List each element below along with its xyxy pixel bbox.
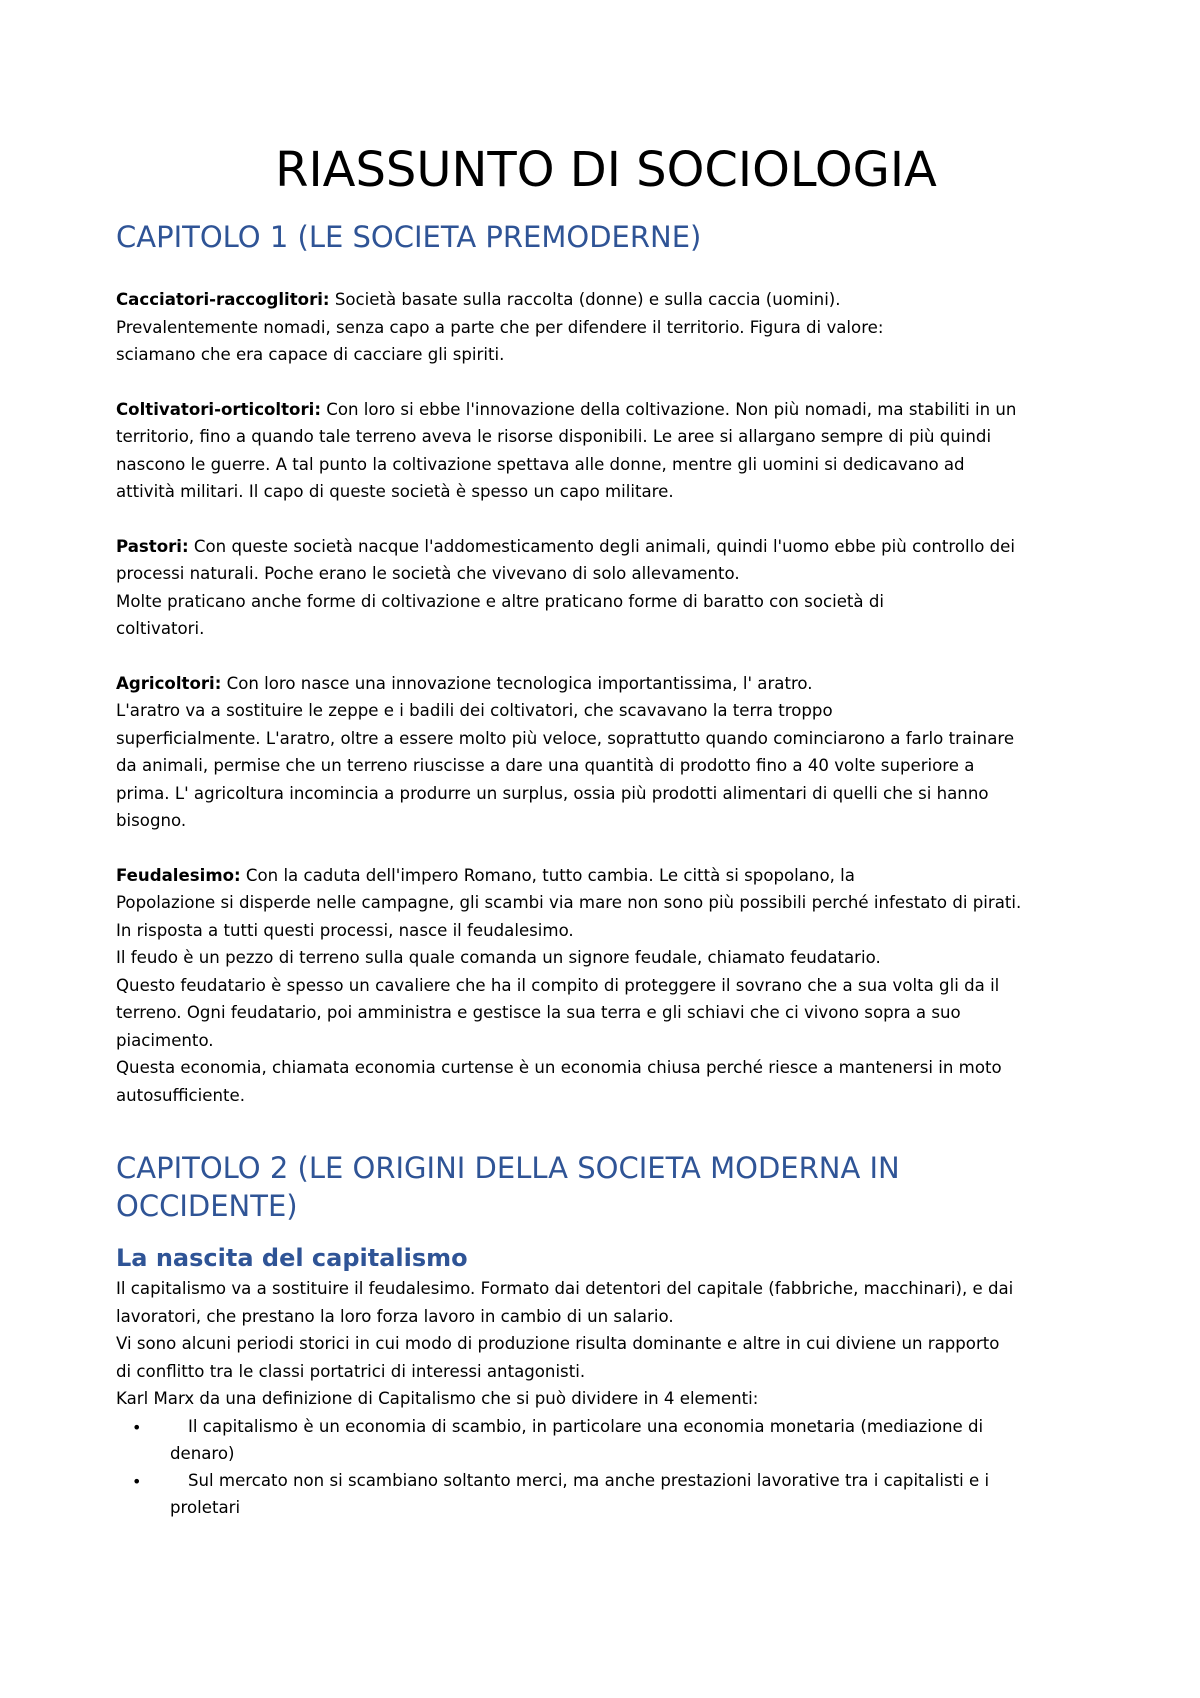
paragraph-text: Con queste società nacque l'addomesticamento degli animali, quindi l'uomo ebbe più controllo dei xyxy=(188,536,1015,556)
paragraph-line: terreno. Ogni feudatario, poi amministra e gestisce la sua terra e gli schiavi che ci vivono sopra a suo xyxy=(116,1003,961,1022)
list-item-line: denaro) xyxy=(170,1443,235,1463)
paragraph-line: Il capitalismo va a sostituire il feudalesimo. Formato dai detentori del capitale (fabbriche, macchinari), e dai xyxy=(116,1279,1014,1298)
section-heading-capitalismo: La nascita del capitalismo xyxy=(116,1244,468,1272)
bullet-icon: • xyxy=(132,1471,142,1491)
paragraph-line: sciamano che era capace di cacciare gli spiriti. xyxy=(116,345,505,364)
document-page xyxy=(116,140,1096,1521)
term-label: Feudalesimo: xyxy=(116,865,241,885)
paragraph-text: Con loro nasce una innovazione tecnologica importantissima, l' aratro. xyxy=(221,673,813,693)
paragraph-line: di conflitto tra le classi portatrici di interessi antagonisti. xyxy=(116,1361,586,1381)
paragraph-line: Questo feudatario è spesso un cavaliere che ha il compito di proteggere il sovrano che a sua volta gli da il xyxy=(116,975,1000,995)
paragraph-line xyxy=(116,862,1096,890)
paragraph-text: Società basate sulla raccolta (donne) e sulla caccia (uomini). xyxy=(329,290,841,309)
paragraph-line: Molte praticano anche forme di coltivazione e altre praticano forme di baratto con società di xyxy=(116,591,885,611)
chapter-2-heading-line: CAPITOLO 2 (LE ORIGINI DELLA SOCIETA MODERNA IN xyxy=(116,1151,900,1185)
paragraph-line: Karl Marx da una definizione di Capitalismo che si può dividere in 4 elementi: xyxy=(116,1389,759,1408)
paragraph-line: Popolazione si disperde nelle campagne, gli scambi via mare non sono più possibili perché infestato di pirati. xyxy=(116,893,1022,912)
paragraph-line xyxy=(116,670,1096,698)
paragraph-line: piacimento. xyxy=(116,1030,214,1050)
paragraph-line: Il feudo è un pezzo di terreno sulla quale comanda un signore feudale, chiamato feudatario. xyxy=(116,948,881,967)
paragraph-line: prima. L' agricoltura incomincia a produrre un surplus, ossia più prodotti alimentari di quelli che si hanno xyxy=(116,783,989,803)
chapter-2-heading xyxy=(116,1149,1096,1225)
paragraph-line: coltivatori. xyxy=(116,619,205,638)
chapter-2-heading-line: OCCIDENTE) xyxy=(116,1189,298,1223)
list-item-line: Il capitalismo è un economia di scambio, in particolare una economia monetaria (mediazione di xyxy=(188,1416,984,1436)
paragraph-feudalesimo xyxy=(116,862,1096,1110)
bullet-list xyxy=(116,1413,1096,1521)
paragraph-line: Questa economia, chiamata economia curtense è un economia chiusa perché riesce a mantenersi in moto xyxy=(116,1058,1002,1077)
paragraph-line: Prevalentemente nomadi, senza capo a parte che per difendere il territorio. Figura di valore: xyxy=(116,317,884,337)
list-item xyxy=(116,1413,1096,1467)
paragraph-text: Con loro si ebbe l'innovazione della coltivazione. Non più nomadi, ma stabiliti in un xyxy=(320,399,1017,419)
paragraph-coltivatori xyxy=(116,396,1096,506)
paragraph-line: nascono le guerre. A tal punto la coltivazione spettava alle donne, mentre gli uomini si dedicavano ad xyxy=(116,454,965,474)
bullet-icon: • xyxy=(132,1417,142,1437)
paragraph-agricoltori xyxy=(116,670,1096,835)
paragraph-line: processi naturali. Poche erano le società che vivevano di solo allevamento. xyxy=(116,564,740,583)
paragraph-capitalismo xyxy=(116,1275,1096,1413)
list-item xyxy=(116,1467,1096,1521)
paragraph-line: bisogno. xyxy=(116,811,187,830)
paragraph-cacciatori xyxy=(116,286,1096,369)
paragraph-line: attività militari. Il capo di queste società è spesso un capo militare. xyxy=(116,482,674,501)
paragraph-text: Con la caduta dell'impero Romano, tutto cambia. Le città si spopolano, la xyxy=(240,865,855,885)
paragraph-line: da animali, permise che un terreno riuscisse a dare una quantità di prodotto fino a 40 volte superiore a xyxy=(116,756,975,775)
paragraph-line: lavoratori, che prestano la loro forza lavoro in cambio di un salario. xyxy=(116,1306,674,1326)
paragraph-line: territorio, fino a quando tale terreno aveva le risorse disponibili. Le aree si allargano sempre di più quindi xyxy=(116,427,992,446)
paragraph-line: superficialmente. L'aratro, oltre a essere molto più veloce, soprattutto quando cominciarono a farlo trainare xyxy=(116,728,1015,748)
paragraph-line: L'aratro va a sostituire le zeppe e i badili dei coltivatori, che scavavano la terra troppo xyxy=(116,701,833,720)
paragraph-line xyxy=(116,396,1096,424)
term-label: Pastori: xyxy=(116,536,189,556)
chapter-1-heading: CAPITOLO 1 (LE SOCIETA PREMODERNE) xyxy=(116,220,702,254)
paragraph-line: In risposta a tutti questi processi, nasce il feudalesimo. xyxy=(116,920,574,940)
term-label: Cacciatori-raccoglitori: xyxy=(116,290,330,309)
paragraph-line: Vi sono alcuni periodi storici in cui modo di produzione risulta dominante e altre in cui diviene un rapporto xyxy=(116,1334,1000,1353)
paragraph-line xyxy=(116,286,1096,314)
paragraph-pastori xyxy=(116,533,1096,643)
paragraph-line: autosufficiente. xyxy=(116,1085,245,1105)
list-item-line: proletari xyxy=(170,1497,241,1517)
list-item-line: Sul mercato non si scambiano soltanto merci, ma anche prestazioni lavorative tra i capitalisti e i xyxy=(188,1470,990,1490)
term-label: Coltivatori-orticoltori: xyxy=(116,399,321,419)
paragraph-line xyxy=(116,533,1096,561)
term-label: Agricoltori: xyxy=(116,673,222,693)
document-title: RIASSUNTO DI SOCIOLOGIA xyxy=(275,142,937,198)
